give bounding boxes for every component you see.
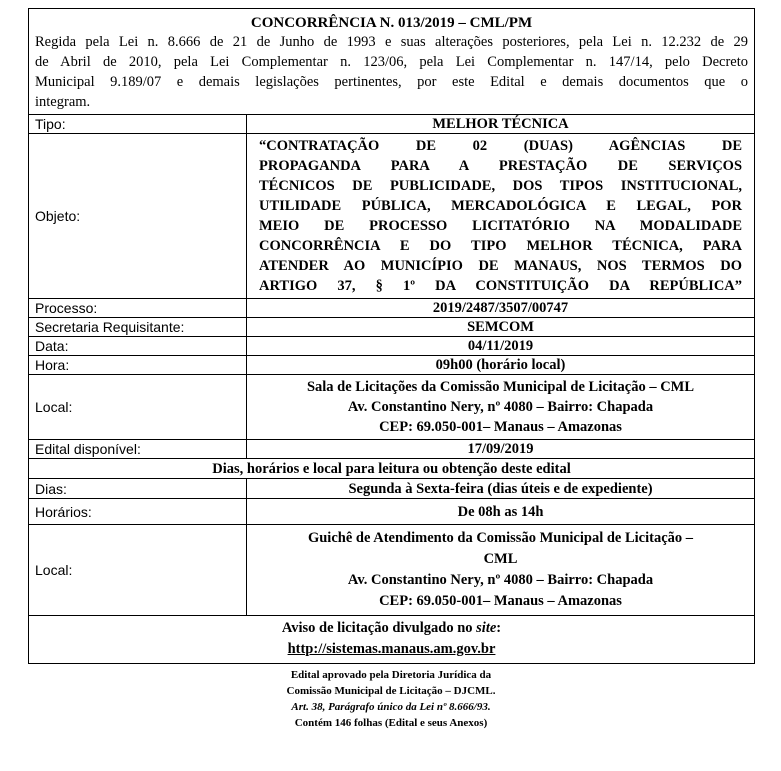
section-heading: Dias, horários e local para leitura ou obtenção deste edital — [29, 459, 755, 479]
local-line-2: Av. Constantino Nery, nº 4080 – Bairro: Chapada — [347, 399, 654, 415]
edital-document — [28, 8, 754, 731]
dias-label: Dias: — [29, 479, 247, 499]
secretaria-row — [29, 318, 755, 337]
dias-value: Segunda à Sexta-feira (dias úteis e de expediente) — [247, 479, 755, 499]
processo-value: 2019/2487/3507/00747 — [247, 299, 755, 318]
objeto-label: Objeto: — [29, 134, 247, 299]
local-label: Local: — [29, 375, 247, 440]
objeto-line-8: ARTIGO 37, § 1º DA CONSTITUIÇÃO DA REPÚBLICA” — [259, 278, 743, 294]
processo-row — [29, 299, 755, 318]
edital-label: Edital disponível: — [29, 440, 247, 459]
local2-line-1: Guichê de Atendimento da Comissão Municipal de Licitação – — [307, 530, 694, 546]
objeto-line-3: TÉCNICOS DE PUBLICIDADE, DOS TIPOS INSTITUCIONAL, — [259, 178, 743, 194]
aviso-row — [29, 616, 755, 664]
horarios-row — [29, 499, 755, 525]
section-heading-row — [29, 459, 755, 479]
local2-value — [247, 525, 755, 616]
secretaria-label: Secretaria Requisitante: — [29, 318, 247, 337]
secretaria-value: SEMCOM — [247, 318, 755, 337]
edital-summary-table — [28, 8, 755, 664]
header-row — [29, 9, 755, 115]
header-line-2: de Abril de 2010, pela Lei Complementar n. 123/06, pela Lei Complementar n. 147/14, pelo Decreto — [35, 54, 749, 70]
aviso-link[interactable]: http://sistemas.manaus.am.gov.br — [287, 641, 496, 657]
objeto-row — [29, 134, 755, 299]
aviso-prefix: Aviso de licitação divulgado no — [281, 620, 477, 636]
objeto-line-6: CONCORRÊNCIA E DO TIPO MELHOR TÉCNICA, PARA — [259, 238, 743, 254]
hora-row — [29, 356, 755, 375]
footer-line-2: Comissão Municipal de Licitação – DJCML. — [286, 685, 496, 697]
aviso-site: site — [476, 620, 497, 636]
objeto-line-4: UTILIDADE PÚBLICA, MERCADOLÓGICA E LEGAL, POR — [259, 198, 743, 214]
aviso-cell — [29, 616, 755, 664]
hora-label: Hora: — [29, 356, 247, 375]
edital-value: 17/09/2019 — [247, 440, 755, 459]
objeto-line-1: “CONTRATAÇÃO DE 02 (DUAS) AGÊNCIAS DE — [259, 138, 743, 154]
dias-row — [29, 479, 755, 499]
local2-line-2: CML — [483, 551, 518, 567]
approval-footer — [28, 667, 754, 731]
header-line-1: Regida pela Lei n. 8.666 de 21 de Junho de 1993 e suas alterações posteriores, pela Lei n. 12.232 de 29 — [35, 34, 749, 50]
local-row — [29, 375, 755, 440]
tipo-row — [29, 115, 755, 134]
header-line-3: Municipal 9.189/07 e demais legislações pertinentes, por este Edital e demais documentos que o — [35, 74, 749, 90]
local2-label: Local: — [29, 525, 247, 616]
aviso-suffix: : — [496, 620, 502, 636]
footer-line-3: Art. 38, Parágrafo único da Lei nº 8.666/93. — [291, 701, 491, 713]
tipo-value: MELHOR TÉCNICA — [247, 115, 755, 134]
local2-line-4: CEP: 69.050-001– Manaus – Amazonas — [379, 593, 622, 609]
horarios-label: Horários: — [29, 499, 247, 525]
local-line-3: CEP: 69.050-001– Manaus – Amazonas — [379, 419, 622, 435]
aviso-text — [35, 618, 748, 639]
footer-line-4: Contém 146 folhas (Edital e seus Anexos) — [294, 717, 488, 729]
local-value — [247, 375, 755, 440]
tipo-label: Tipo: — [29, 115, 247, 134]
header-line-4: integram. — [35, 94, 91, 110]
objeto-line-7: ATENDER AO MUNICÍPIO DE MANAUS, NOS TERMOS DO — [259, 258, 743, 274]
local2-line-3: Av. Constantino Nery, nº 4080 – Bairro: Chapada — [347, 572, 654, 588]
footer-line-1: Edital aprovado pela Diretoria Jurídica da — [290, 669, 492, 681]
hora-value: 09h00 (horário local) — [247, 356, 755, 375]
edital-row — [29, 440, 755, 459]
local2-row — [29, 525, 755, 616]
data-label: Data: — [29, 337, 247, 356]
objeto-line-2: PROPAGANDA PARA A PRESTAÇÃO DE SERVIÇOS — [259, 158, 743, 174]
horarios-value: De 08h as 14h — [247, 499, 755, 525]
local-line-1: Sala de Licitações da Comissão Municipal de Licitação – CML — [306, 379, 695, 395]
document-title: CONCORRÊNCIA N. 013/2019 – CML/PM — [250, 15, 533, 31]
objeto-value — [247, 134, 755, 299]
data-row — [29, 337, 755, 356]
data-value: 04/11/2019 — [247, 337, 755, 356]
objeto-line-5: MEIO DE PROCESSO LICITATÓRIO NA MODALIDADE — [259, 218, 743, 234]
processo-label: Processo: — [29, 299, 247, 318]
